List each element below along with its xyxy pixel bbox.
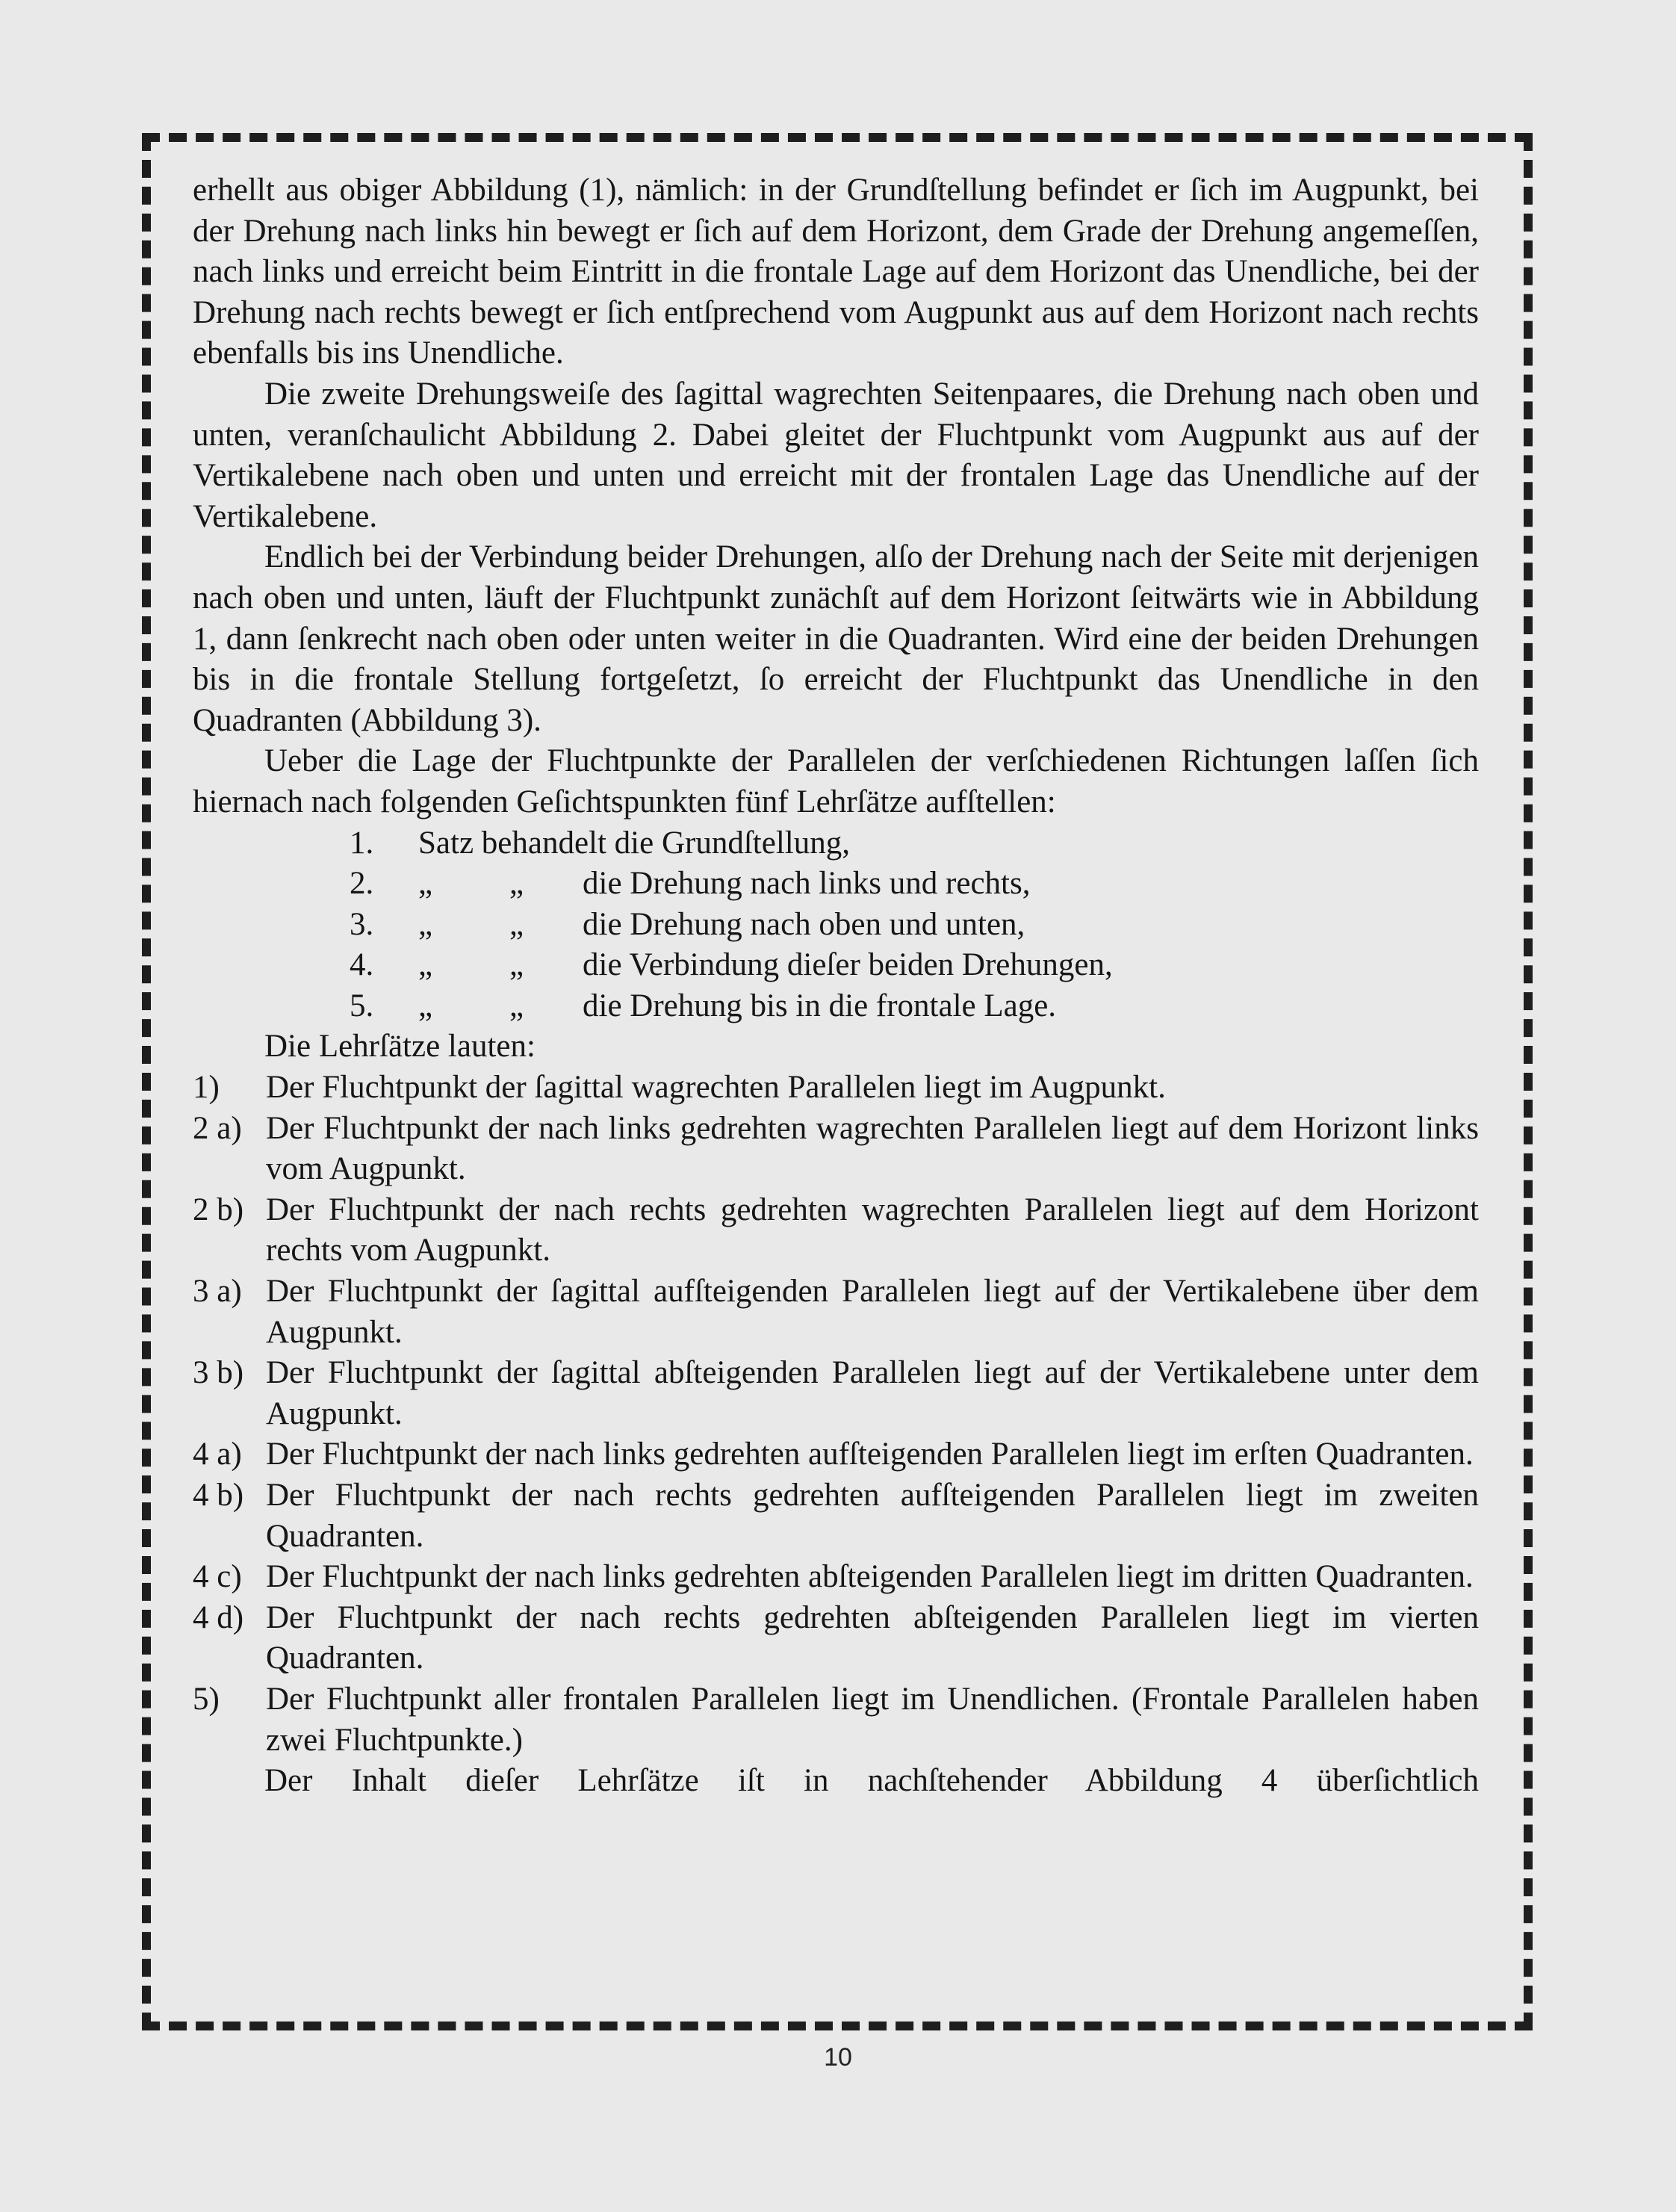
law-3a [193,1271,1479,1353]
sentence-item-5 [350,986,1479,1027]
sentence-item-1 [350,823,1479,864]
law-2a [193,1109,1479,1190]
sentence-number: 2. [350,866,374,902]
law-label: 4 c) [193,1559,242,1595]
law-label: 1) [193,1070,220,1106]
ditto-mark: „ [509,906,527,942]
law-5 [193,1679,1479,1761]
laws-intro: Die Lehrſätze lauten: [264,1029,536,1065]
sentence-number: 1. [350,825,374,861]
sentence-text: Satz behandelt die Grundſtellung, [418,825,850,861]
law-4a [193,1434,1479,1475]
ditto-mark: „ [418,906,436,942]
paragraph-1: erhellt aus obiger Abbildung (1), nämlich: in der Grundſtellung befindet er ſich im Augpunkt, bei der Drehung nach links hin bewegt er ſich auf dem Horizont, dem Grade der Drehung angemeſſen, nach links und erreicht beim Eintritt in die frontale Lage auf dem Horizont das Unendliche, bei der Drehung nach rechts bewegt er ſich entſprechend vom Augpunkt aus auf dem Horizont nach rechts ebenfalls bis ins Unendliche. [193,173,1479,371]
page-number: 10 [824,2043,852,2072]
ditto-mark: „ [509,866,527,902]
law-label: 4 b) [193,1478,244,1513]
law-2b [193,1190,1479,1271]
law-text: Der Fluchtpunkt der nach rechts gedrehten wagrechten Parallelen liegt auf dem Horizont rechts vom Augpunkt. [266,1192,1479,1268]
ditto-mark: „ [418,988,436,1023]
law-list [193,1068,1479,1761]
law-1 [193,1068,1479,1109]
sentence-list [193,823,1479,1027]
law-4b [193,1475,1479,1557]
law-text: Der Fluchtpunkt der ſagittal abſteigenden Parallelen liegt auf der Vertikalebene unter dem Augpunkt. [266,1355,1479,1431]
sentence-item-3 [350,905,1479,946]
paragraph-4: Ueber die Lage der Fluchtpunkte der Parallelen der verſchiedenen Richtungen laſſen ſich hiernach nach folgenden Geſichtspunkten fünf Lehrſätze aufſtellen: [193,743,1479,820]
law-text: Der Fluchtpunkt der nach rechts gedrehten aufſteigenden Parallelen liegt im zweiten Quadranten. [266,1478,1479,1554]
sentence-text: die Verbindung dieſer beiden Drehungen, [583,947,1113,983]
ditto-mark: „ [418,866,436,902]
sentence-text: die Drehung nach oben und unten, [583,906,1025,942]
sentence-number: 4. [350,947,374,983]
law-3b [193,1353,1479,1434]
law-text: Der Fluchtpunkt der nach links gedrehten abſteigenden Parallelen liegt im dritten Quadranten. [266,1559,1474,1595]
law-label: 2 a) [193,1110,242,1146]
law-label: 2 b) [193,1192,244,1227]
page-body [193,170,1479,1802]
law-text: Der Fluchtpunkt der ſagittal aufſteigenden Parallelen liegt auf der Vertikalebene über dem Augpunkt. [266,1274,1479,1350]
law-label: 5) [193,1681,220,1717]
sentence-text: die Drehung nach links und rechts, [583,866,1031,902]
law-text: Der Fluchtpunkt aller frontalen Parallelen liegt im Unendlichen. (Frontale Parallelen haben zwei Fluchtpunkte.) [266,1681,1479,1758]
sentence-item-4 [350,945,1479,986]
sentence-text: die Drehung bis in die frontale Lage. [583,988,1057,1023]
ditto-mark: „ [509,988,527,1023]
sentence-number: 5. [350,988,374,1023]
sentence-number: 3. [350,906,374,942]
law-text: Der Fluchtpunkt der nach rechts gedrehten abſteigenden Parallelen liegt im vierten Quadranten. [266,1599,1479,1676]
law-text: Der Fluchtpunkt der nach links gedrehten aufſteigenden Parallelen liegt im erſten Quadranten. [266,1437,1474,1472]
law-text: Der Fluchtpunkt der nach links gedrehten wagrechten Parallelen liegt auf dem Horizont links vom Augpunkt. [266,1110,1479,1187]
law-label: 4 a) [193,1437,242,1472]
law-4d [193,1598,1479,1679]
paragraph-3: Endlich bei der Verbindung beider Drehungen, alſo der Drehung nach der Seite mit derjenigen nach oben und unten, läuft der Fluchtpunkt zunächſt auf dem Horizont ſeitwärts wie in Abbildung 1, dann ſenkrecht nach oben oder unten weiter in die Quadranten. Wird eine der beiden Drehungen bis in die frontale Stellung fortgeſetzt, ſo erreicht der Fluchtpunkt das Unendliche in den Quadranten (Abbildung 3). [193,539,1479,738]
closing-line: Der Inhalt dieſer Lehrſätze iſt in nachſtehender Abbildung 4 überſichtlich [264,1763,1479,1799]
law-4c [193,1557,1479,1598]
sentence-item-2 [350,864,1479,905]
law-label: 3 a) [193,1274,242,1310]
law-label: 4 d) [193,1599,244,1635]
ditto-mark: „ [418,947,436,983]
law-label: 3 b) [193,1355,244,1391]
paragraph-2: Die zweite Drehungsweiſe des ſagittal wagrechten Seitenpaares, die Drehung nach oben und unten, veranſchaulicht Abbildung 2. Dabei gleitet der Fluchtpunkt vom Augpunkt aus auf der Vertikalebene nach oben und unten und erreicht mit der frontalen Lage das Unendliche auf der Vertikalebene. [193,376,1479,534]
law-text: Der Fluchtpunkt der ſagittal wagrechten Parallelen liegt im Augpunkt. [266,1070,1166,1106]
ditto-mark: „ [509,947,527,983]
